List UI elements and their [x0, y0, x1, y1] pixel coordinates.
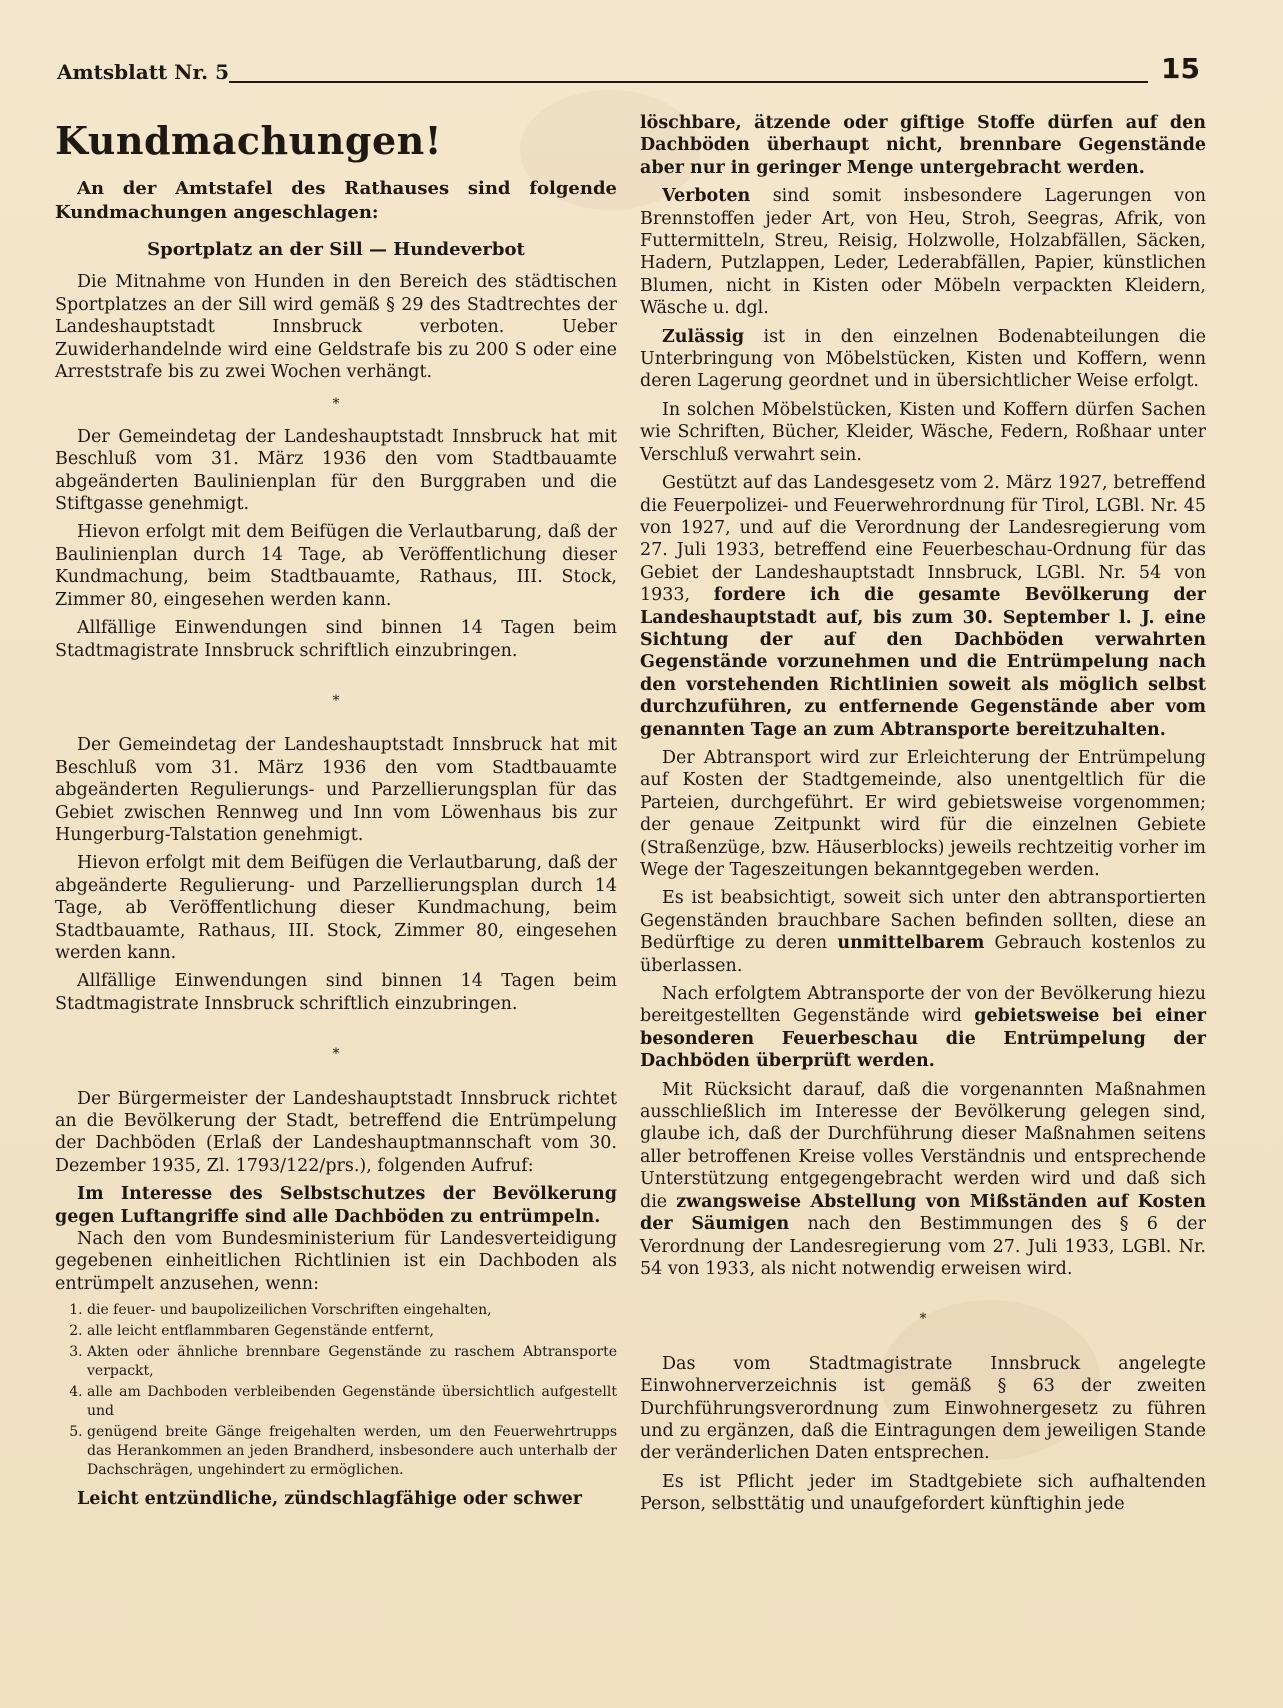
paragraph: Es ist Pflicht jeder im Stadtgebiete sich aufhaltenden Person, selbsttätig und unaufgefordert künftighin jede — [640, 1471, 1206, 1515]
paragraph: Der Bürgermeister der Landeshauptstadt Innsbruck richtet an die Bevölkerung der Stadt, betreffend die Entrümpelung der Dachböden (Erlaß der Landeshauptmannschaft vom 30. Dezember 1935, Zl. 1793/122/prs.), folgenden Aufruf: — [55, 1088, 617, 1176]
list-item: 3. Akten oder ähnliche brennbare Gegenstände zu raschem Abtransporte verpackt, — [87, 1343, 617, 1381]
paragraph — [640, 326, 1206, 393]
left-column — [55, 112, 617, 1511]
paragraph-text: sind somit insbesondere Lagerungen von Brennstoffen jeder Art, von Heu, Stroh, Seegras, Afrik, von Futtermitteln, Streu, Reisig, Holzwolle, Holzabfällen, Säcken, Hadern, Putzlappen, Leder, Lederabfällen, Papier, künstlichen Blumen, nicht in Kisten oder Möbeln verpackten Kleidern, Wäsche u. dgl. — [640, 186, 1206, 319]
paragraph-text: Mit Rücksicht darauf, daß die vorgenannten Maßnahmen ausschließlich im Interesse der Bevölkerung gelegen sind, glaube ich, daß der Durchführung dieser Maßnahmen seitens aller betroffenen Kreise volles Verständnis und entsprechende Unterstützung entgegengebracht werden wird und daß sich die — [640, 1079, 1206, 1212]
lead-word: Zulässig — [662, 326, 745, 347]
right-column — [640, 112, 1206, 1516]
paragraph: In solchen Möbelstücken, Kisten und Koffern dürfen Sachen wie Schriften, Bücher, Kleider, Wäsche, Federn, Roßhaar unter Verschluß verwahrt sein. — [640, 399, 1206, 465]
paragraph-text: Gebrauch kostenlos zu überlassen. — [640, 933, 1206, 976]
paragraph: Allfällige Einwendungen sind binnen 14 Tagen beim Stadtmagistrate Innsbruck schriftlich einzubringen. — [55, 971, 617, 1014]
header-rule — [229, 81, 1148, 83]
paragraph-bold-text: fordere ich die gesamte Bevölkerung der Landeshauptstadt auf, bis zum 30. September l. J. eine Sichtung der auf den Dachböden verwahrten Gegenstände vorzunehmen und die Entrümpelung nach den vorstehenden Richtlinien soweit als möglich selbst durchzuführen, zu entfernende Gegenstände aber vom genannten Tage an zum Abtransporte bereitzuhalten. — [640, 585, 1206, 740]
paragraph — [640, 185, 1206, 319]
intro-text: An der Amtstafel des Rathauses sind folgende Kundmachungen angeschlagen: — [55, 178, 617, 223]
paragraph — [640, 983, 1206, 1073]
page-header — [57, 52, 1200, 86]
appeal-heading: Im Interesse des Selbstschutzes der Bevölkerung gegen Luftangriffe sind alle Dachböden zu entrümpeln. — [55, 1184, 617, 1227]
paragraph-bold-text: zwangsweise Abstellung von Mißständen auf Kosten der Säumigen — [640, 1191, 1207, 1235]
publication-title: Amtsblatt Nr. 5 — [57, 60, 229, 84]
paragraph-text: Gestützt auf das Landesgesetz vom 2. März 1927, betreffend die Feuerpolizei- und Feuerwehrordnung für Tirol, LGBl. Nr. 45 von 1927, und auf die Verordnung der Landesregierung vom 27. Juli 1933, betreffend eine Feuerbeschau-Ordnung für das Gebiet der Landeshauptstadt Innsbruck, LGBl. Nr. 54 von 1933, — [640, 473, 1206, 606]
lead-word: Verboten — [662, 186, 751, 207]
paragraph: Allfällige Einwendungen sind binnen 14 Tagen beim Stadtmagistrate Innsbruck schriftlich einzubringen. — [55, 618, 617, 661]
paragraph-text: Nach erfolgtem Abtransporte der von der Bevölkerung hiezu bereitgestellten Gegenstände wird — [640, 984, 1206, 1027]
paragraph-text: nach den Bestimmungen des § 6 der Verordnung der Landesregierung vom 27. Juli 1933, LGBl. Nr. 54 von 1933, als nicht notwendig erweisen wird. — [640, 1214, 1206, 1279]
paragraph-bold-text: unmittelbarem — [837, 933, 985, 954]
page-number: 15 — [1161, 52, 1200, 85]
paragraph: Hievon erfolgt mit dem Beifügen die Verlautbarung, daß der Baulinienplan durch 14 Tage, ab Veröffentlichung dieser Kundmachung, beim Stadtbauamte, Rathaus, III. Stock, Zimmer 80, eingesehen werden kann. — [55, 522, 617, 610]
paragraph-text: Es ist beabsichtigt, soweit sich unter den abtransportierten Gegenständen brauchbare Sachen befinden sollten, diese an Bedürftige zu deren — [640, 888, 1206, 954]
paragraph: Nach den vom Bundesministerium für Landesverteidigung gegebenen einheitlichen Richtlinien ist ein Dachboden als entrümpelt anzusehen, wenn: — [55, 1229, 617, 1294]
paragraph-text: ist in den einzelnen Bodenabteilungen die Unterbringung von Möbelstücken, Kisten und Koffern, wenn deren Lagerung geordnet und in übersichtlicher Weise erfolgt. — [640, 326, 1206, 392]
paragraph — [640, 887, 1206, 977]
paragraph: Hievon erfolgt mit dem Beifügen die Verlautbarung, daß der abgeänderte Regulierung- und Parzellierungsplan durch 14 Tage, ab Veröffentlichung dieser Kundmachung, beim Stadtbauamte, Rathaus, III. Stock, Zimmer 80, eingesehen werden kann. — [55, 853, 617, 963]
section-heading: Sportplatz an der Sill — Hundeverbot — [147, 239, 525, 260]
list-item: 2. alle leicht entflammbaren Gegenstände entfernt, — [87, 1322, 617, 1341]
paragraph: Der Gemeindetag der Landeshauptstadt Innsbruck hat mit Beschluß vom 31. März 1936 den vom Stadtbauamte abgeänderten Regulierungs- und Parzellierungsplan für das Gebiet zwischen Rennweg und Inn vom Löwenhaus bis zur Hungerburg-Talstation genehmigt. — [55, 735, 617, 845]
paragraph-bold-text: gebietsweise bei einer besonderen Feuerbeschau die Entrümpelung der Dachböden überprüft werden. — [640, 1006, 1206, 1072]
paragraph — [640, 472, 1206, 741]
separator-star: * — [332, 1046, 340, 1063]
list-item: 1. die feuer- und baupolizeilichen Vorschriften eingehalten, — [87, 1301, 617, 1320]
separator-star: * — [332, 692, 340, 709]
paragraph: Das vom Stadtmagistrate Innsbruck angelegte Einwohnerverzeichnis ist gemäß § 63 der zweiten Durchführungsverordnung zum Einwohnergesetz zu führen und zu ergänzen, daß die Eintragungen dem jeweiligen Stande der veränderlichen Daten entsprechen. — [640, 1353, 1206, 1464]
list-item: 4. alle am Dachboden verbleibenden Gegenstände übersichtlich aufgestellt und — [87, 1383, 617, 1421]
page-title: Kundmachungen! — [55, 118, 442, 163]
paragraph-bold: löschbare, ätzende oder giftige Stoffe dürfen auf den Dachböden überhaupt nicht, brennbare Gegenstände aber nur in geringer Menge untergebracht werden. — [640, 113, 1206, 178]
criteria-list — [55, 1301, 617, 1480]
paragraph — [640, 1079, 1206, 1281]
paragraph-bold: Leicht entzündliche, zündschlagfähige oder schwer — [77, 1489, 582, 1510]
paragraph: Der Abtransport wird zur Erleichterung der Entrümpelung auf Kosten der Stadtgemeinde, also unentgeltlich für die Parteien, durchgeführt. Er wird gebietsweise vorgenommen; der genaue Zeitpunkt wird für die einzelnen Gebiete (Straßenzüge, bzw. Häuserblocks) jeweils rechtzeitig vorher im Wege der Tageszeitungen bekanntgegeben werden. — [640, 747, 1206, 880]
separator-star: * — [919, 1311, 927, 1328]
separator-star: * — [332, 396, 340, 413]
list-item: 5. genügend breite Gänge freigehalten werden, um den Feuerwehrtrupps das Herankommen an jeden Brandherd, insbesondere auch unterhalb der Dachschrägen, ungehindert zu ermöglichen. — [87, 1423, 617, 1480]
paragraph: Der Gemeindetag der Landeshauptstadt Innsbruck hat mit Beschluß vom 31. März 1936 den vom Stadtbauamte abgeänderten Baulinienplan für den Burggraben und die Stiftgasse genehmigt. — [55, 426, 617, 515]
paragraph: Die Mitnahme von Hunden in den Bereich des städtischen Sportplatzes an der Sill wird gemäß § 29 des Stadtrechtes der Landeshauptstadt Innsbruck verboten. Ueber Zuwiderhandelnde wird eine Geldstrafe bis zu 200 S oder eine Arreststrafe bis zu zwei Wochen verhängt. — [55, 272, 617, 383]
